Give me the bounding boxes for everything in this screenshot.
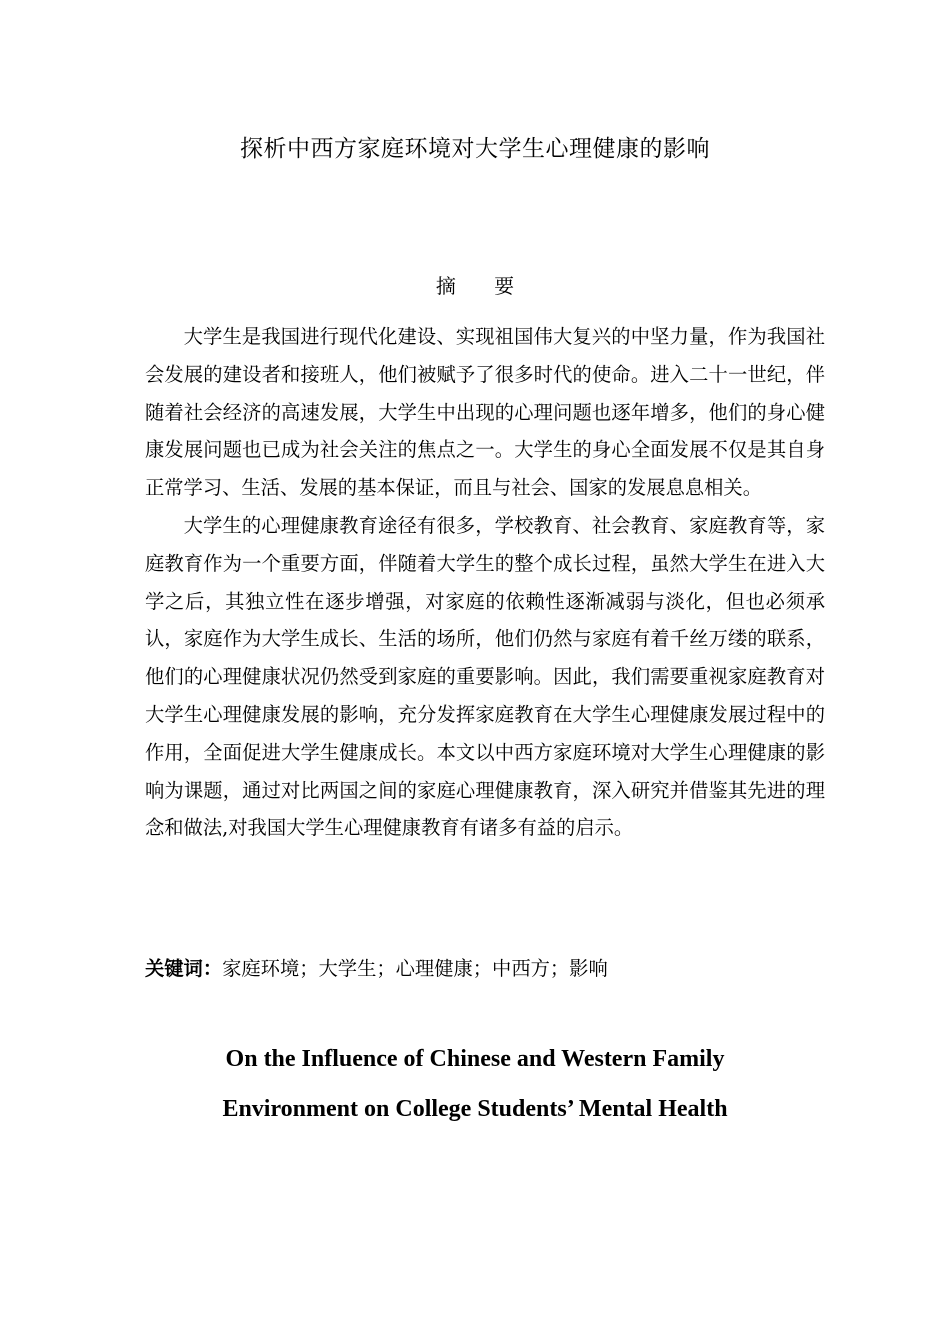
abstract-body [145, 318, 825, 847]
keywords-value: 家庭环境；大学生；心理健康；中西方；影响 [222, 957, 608, 980]
keywords-line [145, 950, 825, 988]
abstract-paragraph-1: 大学生是我国进行现代化建设、实现祖国伟大复兴的中坚力量，作为我国社会发展的建设者和接班人，他们被赋予了很多时代的使命。进入二十一世纪，伴随着社会经济的高速发展，大学生中出现的心理问题也逐年增多，他们的身心健康发展问题也已成为社会关注的焦点之一。大学生的身心全面发展不仅是其自身正常学习、生活、发展的基本保证，而且与社会、国家的发展息息相关。 [145, 325, 825, 500]
keywords-label: 关键词： [145, 957, 223, 980]
chinese-title: 探析中西方家庭环境对大学生心理健康的影响 [240, 136, 710, 162]
english-title-line-2: Environment on College Students’ Mental Health [222, 1096, 728, 1122]
english-title-line-1: On the Influence of Chinese and Western Family [225, 1046, 725, 1072]
abstract-heading: 摘 要 [435, 274, 531, 298]
abstract-paragraph-2: 大学生的心理健康教育途径有很多，学校教育、社会教育、家庭教育等，家庭教育作为一个重要方面，伴随着大学生的整个成长过程，虽然大学生在进入大学之后，其独立性在逐步增强，对家庭的依赖性逐渐减弱与淡化，但也必须承认，家庭作为大学生成长、生活的场所，他们仍然与家庭有着千丝万缕的联系，他们的心理健康状况仍然受到家庭的重要影响。因此，我们需要重视家庭教育对大学生心理健康发展的影响，充分发挥家庭教育在大学生心理健康发展过程中的作用，全面促进大学生健康成长。本文以中西方家庭环境对大学生心理健康的影响为课题，通过对比两国之间的家庭心理健康教育，深入研究并借鉴其先进的理念和做法,对我国大学生心理健康教育有诸多有益的启示。 [145, 513, 825, 840]
english-title [0, 1034, 950, 1134]
